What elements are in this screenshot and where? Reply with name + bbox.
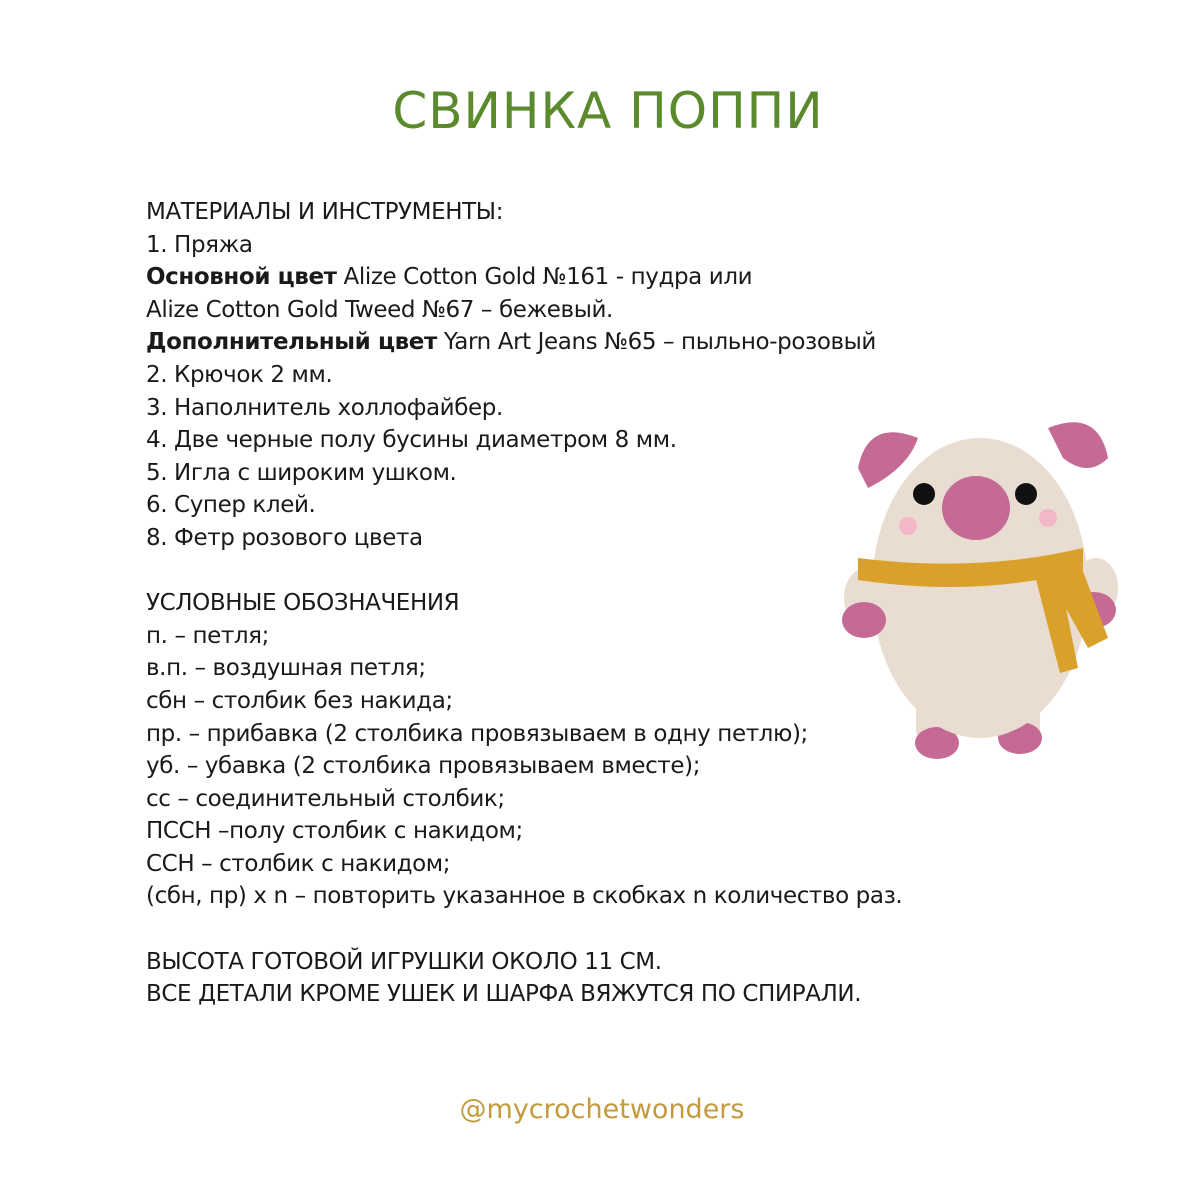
legend-item: сс – соединительный столбик; bbox=[146, 785, 505, 812]
legend-item: (сбн, пр) x n – повторить указанное в скобках n количество раз. bbox=[146, 883, 903, 910]
materials-item: 5. Игла с широким ушком. bbox=[146, 459, 457, 486]
note-height: ВЫСОТА ГОТОВОЙ ИГРУШКИ ОКОЛО 11 СМ. bbox=[146, 948, 662, 975]
main-color-label: Основной цвет bbox=[146, 264, 337, 291]
materials-item-1: 1. Пряжа bbox=[146, 231, 253, 258]
main-color-text: Alize Cotton Gold №161 - пудра или bbox=[336, 264, 753, 291]
legend-item: ССН – столбик с накидом; bbox=[146, 850, 451, 877]
materials-item: 6. Супер клей. bbox=[146, 492, 316, 519]
legend-heading: УСЛОВНЫЕ ОБОЗНАЧЕНИЯ bbox=[146, 590, 460, 617]
instagram-handle: @mycrochetwonders bbox=[459, 1094, 745, 1125]
materials-heading: МАТЕРИАЛЫ И ИНСТРУМЕНТЫ: bbox=[146, 199, 504, 225]
materials-item: 3. Наполнитель холлофайбер. bbox=[146, 394, 503, 421]
page-title: СВИНКА ПОППИ bbox=[392, 82, 824, 140]
materials-item: 4. Две черные полу бусины диаметром 8 мм. bbox=[146, 427, 677, 454]
legend-item: сбн – столбик без накида; bbox=[146, 687, 453, 714]
main-color-line-2: Alize Cotton Gold Tweed №67 – бежевый. bbox=[146, 296, 613, 323]
legend-item: п. – петля; bbox=[146, 622, 269, 649]
legend-item: уб. – убавка (2 столбика провязываем вместе); bbox=[146, 753, 701, 780]
legend-item: в.п. – воздушная петля; bbox=[146, 655, 426, 682]
extra-color-line bbox=[146, 326, 1006, 359]
note-spiral: ВСЕ ДЕТАЛИ КРОМЕ УШЕК И ШАРФА ВЯЖУТСЯ ПО СПИРАЛИ. bbox=[146, 981, 862, 1008]
main-color-line bbox=[146, 261, 1006, 294]
extra-color-label: Дополнительный цвет bbox=[146, 329, 437, 356]
spacer bbox=[146, 913, 1006, 946]
materials-item: 2. Крючок 2 мм. bbox=[146, 361, 333, 388]
legend-item: ПССН –полу столбик с накидом; bbox=[146, 818, 523, 845]
crochet-pig-image bbox=[838, 398, 1118, 768]
extra-color-text: Yarn Art Jeans №65 – пыльно-розовый bbox=[436, 329, 876, 356]
legend-item: пр. – прибавка (2 столбика провязываем в одну петлю); bbox=[146, 720, 808, 747]
materials-item: 8. Фетр розового цвета bbox=[146, 524, 423, 551]
